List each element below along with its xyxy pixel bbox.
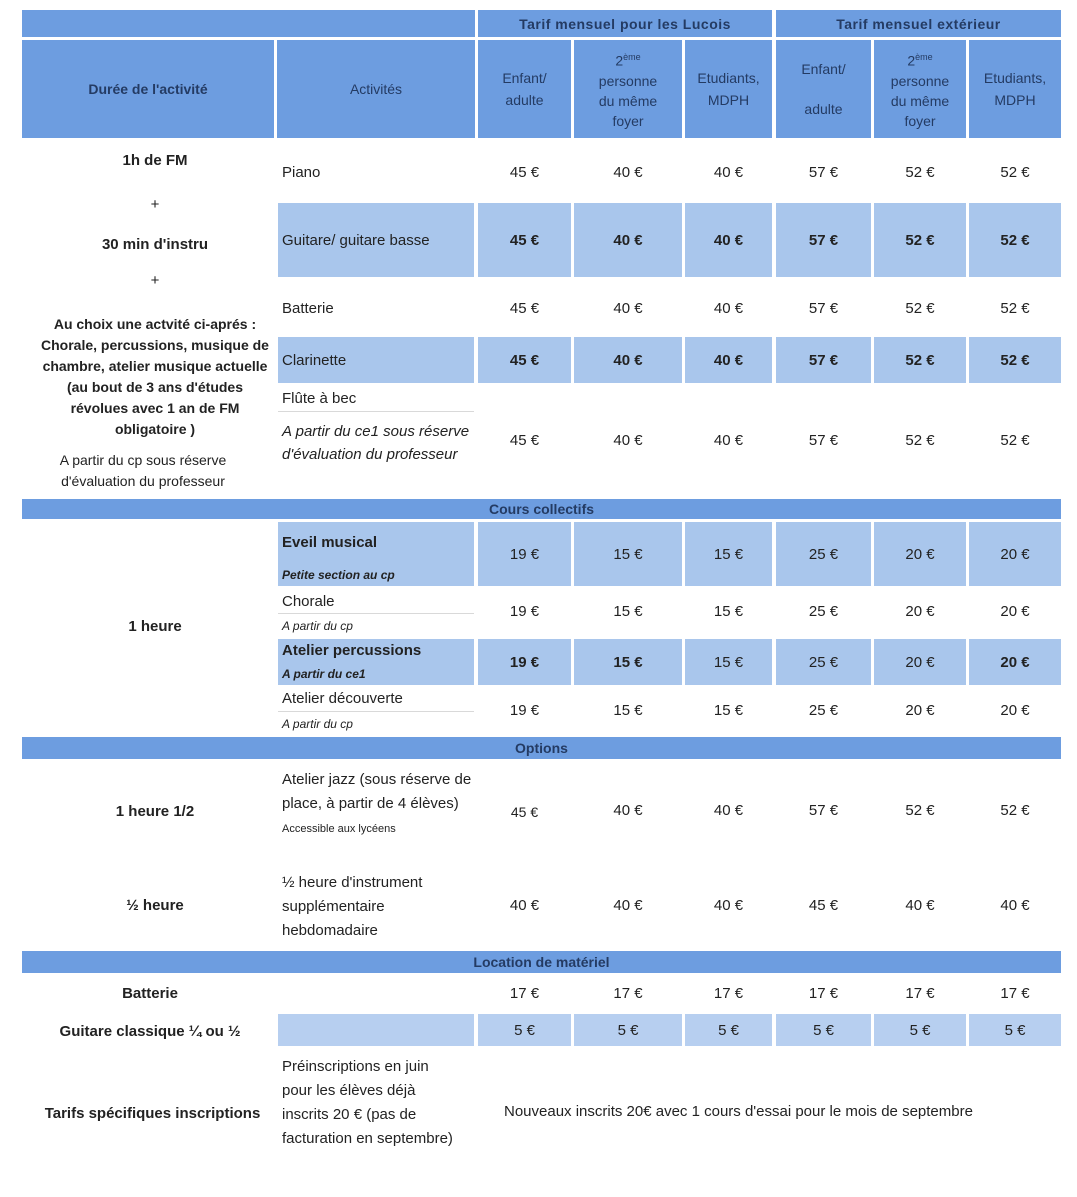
s2-r2-label: Atelier percussions (282, 642, 422, 659)
s2-r1-p3: 25 € (808, 602, 839, 620)
s1-left-plus-1: + (150, 196, 160, 213)
s3-r0-left: 1 heure 1/2 (115, 803, 195, 820)
s2-r1-p1: 15 € (613, 602, 643, 620)
s2-r1-sub: A partir du cp (282, 619, 353, 633)
s2-r1-p2: 15 € (713, 602, 744, 620)
s1-label-clarinette: Clarinette (278, 337, 474, 383)
s2-r1-p5: 20 € (1000, 602, 1030, 620)
s3-r1-p4: 40 € (905, 896, 935, 914)
header-2-l2: personne (598, 72, 658, 89)
header-2-l4: foyer (612, 112, 644, 129)
s1-r1-p5: 52 € (969, 203, 1061, 277)
s3-r0-p1: 40 € (613, 801, 643, 819)
header-enfant-ext-l1: Enfant/ (801, 61, 846, 77)
header-col-etud-lucois (685, 40, 772, 138)
s2-r3-p0: 19 € (509, 701, 540, 719)
s3-r1-label: ½ heure d'instrument supplémentaire hebdomadaire (282, 874, 423, 939)
s2-r0-p2: 15 € (685, 522, 772, 586)
s1-r1-p3: 57 € (776, 203, 871, 277)
s2-r2-label-cell (278, 639, 474, 685)
s3-title: Options (22, 737, 1061, 759)
s3-r1-p0: 40 € (509, 896, 540, 914)
header-col-2eme-ext (874, 40, 966, 138)
s2-r3-p2: 15 € (713, 701, 744, 719)
s4-r0-p2: 17 € (713, 984, 744, 1002)
s5-mid: Préinscriptions en juin pour les élèves déjà inscrits 20 € (pas de facturation en septembre) (282, 1058, 453, 1147)
s2-r2-p0: 19 € (478, 639, 571, 685)
s3-r0-p2: 40 € (713, 801, 744, 819)
s2-r2-p4: 20 € (874, 639, 966, 685)
s2-r2-p5: 20 € (969, 639, 1061, 685)
s1-r2-p2: 40 € (713, 299, 744, 317)
s1-r1-p4: 52 € (874, 203, 966, 277)
s1-label-guitare: Guitare/ guitare basse (278, 203, 474, 277)
s3-r0-p4: 52 € (905, 801, 935, 819)
s3-r0-label: Atelier jazz (sous réserve de place, à partir de 4 élèves) (282, 771, 472, 812)
s1-r3-p4: 52 € (874, 337, 966, 383)
s1-r4-p2: 40 € (713, 431, 744, 449)
s4-r0-left: Batterie (122, 985, 178, 1002)
header-2-ext-l4: foyer (904, 112, 936, 129)
s2-r0-label: Eveil musical (282, 534, 378, 551)
s4-r0-p1: 17 € (613, 984, 643, 1002)
header-duree: Durée de l'activité (22, 40, 274, 138)
s1-r3-p3: 57 € (776, 337, 871, 383)
s2-r3-sub: A partir du cp (282, 717, 353, 731)
header-col-etud-ext (969, 40, 1061, 138)
s3-r0-p5: 52 € (1000, 801, 1030, 819)
s4-r1-p2: 5 € (685, 1014, 772, 1046)
s1-r0-p4: 52 € (905, 163, 935, 181)
s1-r0-p0: 45 € (509, 163, 540, 181)
s4-r1-p3: 5 € (776, 1014, 871, 1046)
s5-right: Nouveaux inscrits 20€ avec 1 cours d'essai pour le mois de septembre (504, 1103, 973, 1120)
header-etud-ext-l1: Etudiants, (983, 70, 1047, 86)
s2-r0-p0: 19 € (478, 522, 571, 586)
s2-r2-p2: 15 € (685, 639, 772, 685)
header-lucois: Tarif mensuel pour les Lucois (478, 10, 772, 37)
s1-r2-p5: 52 € (1000, 299, 1030, 317)
s4-r0-p5: 17 € (1000, 984, 1030, 1002)
s2-r0-sub: Petite section au cp (282, 568, 395, 582)
header-2-num: 2 (615, 52, 624, 69)
s1-r0-p5: 52 € (1000, 163, 1030, 181)
s1-r0-p2: 40 € (713, 163, 744, 181)
header-etud-ext-l2: MDPH (994, 92, 1036, 108)
s2-r0-p5: 20 € (969, 522, 1061, 586)
s1-r2-p0: 45 € (509, 299, 540, 317)
s3-r1-p1: 40 € (613, 896, 643, 914)
s2-r0-p1: 15 € (574, 522, 682, 586)
s1-label-flute: Flûte à bec (282, 390, 357, 407)
s1-label-piano: Piano (282, 163, 321, 181)
s4-title: Location de matériel (22, 951, 1061, 973)
header-blank-left (22, 10, 475, 37)
header-col-2eme-lucois (574, 40, 682, 138)
s4-r0-p3: 17 € (808, 984, 839, 1002)
s4-r0-p4: 17 € (905, 984, 935, 1002)
s1-r2-p1: 40 € (613, 299, 643, 317)
s2-r3-p4: 20 € (905, 701, 935, 719)
s2-r3-label: Atelier découverte (282, 690, 403, 707)
header-2-ext-sup: ème (915, 52, 933, 63)
s1-r0-p3: 57 € (808, 163, 839, 181)
header-enfant-l1: Enfant/ (502, 70, 547, 86)
s4-r1-p5: 5 € (969, 1014, 1061, 1046)
s3-r0-label-cell (282, 768, 472, 841)
header-col-enfant-ext (776, 40, 871, 138)
s1-left-30min: 30 min d'instru (101, 236, 209, 253)
s1-r4-p1: 40 € (613, 431, 643, 449)
s2-title: Cours collectifs (22, 499, 1061, 519)
s3-r1-p5: 40 € (1000, 896, 1030, 914)
s1-r3-p2: 40 € (685, 337, 772, 383)
s1-left-1h-fm: 1h de FM (122, 152, 188, 169)
s3-r1-left: ½ heure (126, 897, 184, 914)
s2-r3-p5: 20 € (1000, 701, 1030, 719)
header-activites: Activités (277, 40, 475, 138)
s1-label-batterie: Batterie (282, 299, 334, 317)
s1-r3-p0: 45 € (478, 337, 571, 383)
s1-r2-p4: 52 € (905, 299, 935, 317)
s1-r0-p1: 40 € (613, 163, 643, 181)
s5-left: Tarifs spécifiques inscriptions (44, 1105, 261, 1122)
s4-r1-p4: 5 € (874, 1014, 966, 1046)
header-etud-l1: Etudiants, (697, 70, 760, 86)
s4-r1-label-cell (278, 1014, 474, 1046)
s1-left-plus-2: + (150, 272, 160, 289)
s2-left-1heure: 1 heure (128, 618, 182, 635)
header-col-enfant-lucois (478, 40, 571, 138)
s2-r2-sub: A partir du ce1 (282, 667, 366, 681)
header-2-ext-l2: personne (890, 72, 950, 89)
s2-r3-p1: 15 € (613, 701, 643, 719)
s2-r0-p4: 20 € (874, 522, 966, 586)
s1-r3-p1: 40 € (574, 337, 682, 383)
header-2-sup: ème (623, 52, 641, 63)
s1-r2-p3: 57 € (808, 299, 839, 317)
s1-r4-p4: 52 € (905, 431, 935, 449)
header-2-ext-num: 2 (907, 52, 916, 69)
header-enfant-l2: adulte (505, 92, 544, 108)
s1-r1-p0: 45 € (478, 203, 571, 277)
header-2-ext-l3: du même (890, 92, 950, 109)
s2-r0-label-cell (278, 522, 474, 586)
s1-flute-sub: A partir du ce1 sous réserve d'évaluation du professeur (282, 423, 470, 463)
s2-r1-label: Chorale (282, 593, 335, 610)
s3-r1-p2: 40 € (713, 896, 744, 914)
s4-r1-p0: 5 € (478, 1014, 571, 1046)
s4-r1-left: Guitare classique ¼ ou ½ (59, 1023, 241, 1040)
s4-r1-p1: 5 € (574, 1014, 682, 1046)
s1-r4-p5: 52 € (1000, 431, 1030, 449)
s1-r1-p2: 40 € (685, 203, 772, 277)
s3-r0-p0: 45 € (510, 804, 539, 820)
s1-r1-p1: 40 € (574, 203, 682, 277)
s2-r3-p3: 25 € (808, 701, 839, 719)
s1-r3-p5: 52 € (969, 337, 1061, 383)
s3-r0-sub: Accessible aux lycéens (282, 823, 396, 835)
header-2-l3: du même (598, 92, 658, 109)
s3-r0-p3: 57 € (808, 801, 839, 819)
s3-r1-p3: 45 € (808, 896, 839, 914)
header-exterieur: Tarif mensuel extérieur (776, 10, 1061, 37)
header-enfant-ext-l2: adulte (804, 101, 843, 117)
s1-left-choix: Au choix une actvité ci-aprés : Chorale, percussions, musique de chambre, atelier musique actuelle (au bout de 3 ans d'études révolues avec 1 an de FM obligatoire ) (41, 316, 269, 437)
s2-r2-p3: 25 € (776, 639, 871, 685)
header-etud-l2: MDPH (707, 92, 750, 108)
s1-left-cp: A partir du cp sous réserve d'évaluation du professeur (59, 452, 227, 489)
s2-r2-p1: 15 € (574, 639, 682, 685)
s2-r1-p4: 20 € (905, 602, 935, 620)
s1-r4-p0: 45 € (509, 431, 540, 449)
s1-r4-p3: 57 € (808, 431, 839, 449)
s2-r1-p0: 19 € (509, 602, 540, 620)
s2-r0-p3: 25 € (776, 522, 871, 586)
s4-r0-p0: 17 € (509, 984, 540, 1002)
